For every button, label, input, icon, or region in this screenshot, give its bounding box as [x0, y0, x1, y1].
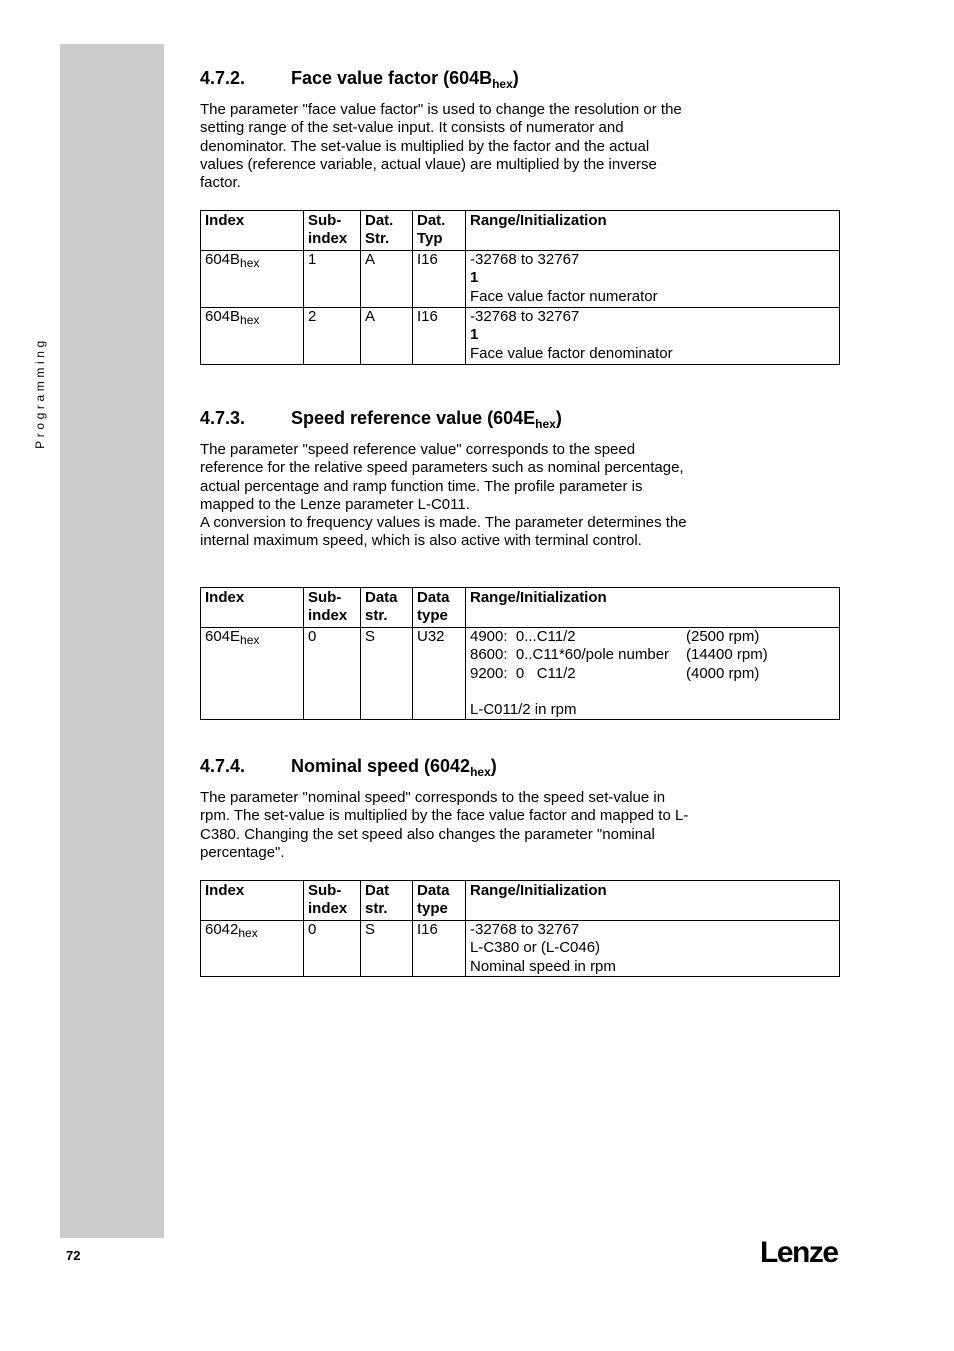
cell-structure: A: [361, 251, 413, 308]
margin-bar: [60, 44, 164, 1238]
header-data-structure: Dat. Str.: [361, 211, 413, 251]
section-heading-speed-reference-value: 4.7.3. Speed reference value $(604E_{hex})$: [200, 408, 562, 431]
section-heading-face-value-factor: 4.7.2. Face value factor $(604B_{hex})$: [200, 68, 519, 91]
header-subindex: Sub- index: [304, 881, 361, 921]
section-number: 4.7.4.: [200, 756, 246, 776]
header-range: Range/Initialization: [466, 588, 840, 628]
cell-range: -32768 to 32767 L-C380 or (L-C046) Nominal speed in rpm: [466, 921, 840, 977]
cell-range: 4900: 0...C11/2 (2500 rpm) 8600: 0..C11*60/pole number (14400 rpm) 9200: 0 C11/2 (4000 rpm) L-C011/2 in rpm: [466, 628, 840, 720]
cell-type: U32: [413, 628, 466, 720]
parameter-table-6042: [200, 880, 840, 977]
section-paragraph: The parameter "nominal speed" corresponds to the speed set-value in rpm. The set-value is multiplied by the face value factor and mapped to L-C380. Changing the set speed also changes the parameter "nominal percentage".: [200, 789, 689, 861]
header-data-type: Data type: [413, 881, 466, 921]
title-subscript: hex: [535, 417, 556, 431]
cell-index: $604E_{hex}$: [201, 628, 304, 720]
table-header-row: [201, 588, 840, 628]
cell-index: $604B_{hex}$: [201, 308, 304, 365]
header-data-type: Dat. Typ: [413, 211, 466, 251]
cell-range: -32768 to 32767 1 Face value factor numerator: [466, 251, 840, 308]
section-number: 4.7.3.: [200, 408, 246, 428]
header-index: Index: [201, 588, 304, 628]
section-title: Speed reference value (604E: [291, 408, 536, 428]
section-title: Nominal speed (6042: [291, 756, 471, 776]
header-subindex: Sub- index: [304, 588, 361, 628]
header-data-structure: Data str.: [361, 588, 413, 628]
chapter-side-label: Programming: [33, 337, 47, 449]
header-range: Range/Initialization: [466, 881, 840, 921]
section-title: Face value factor (604B: [291, 68, 493, 88]
cell-type: I16: [413, 251, 466, 308]
parameter-table-604B: [200, 210, 840, 365]
cell-range: -32768 to 32767 1 Face value factor denominator: [466, 308, 840, 365]
section-paragraph: The parameter "speed reference value" corresponds to the speed reference for the relative speed parameters such as nominal percentage, actual percentage and ramp function time. The profile parameter is mapped to the Lenze parameter L-C011. A conversion to frequency values is made. The parameter determines the internal maximum speed, which is also active with terminal control.: [200, 441, 687, 550]
cell-structure: S: [361, 628, 413, 720]
section-number: 4.7.2.: [200, 68, 246, 88]
table-header-row: [201, 211, 840, 251]
section-paragraph: The parameter "face value factor" is used to change the resolution or the setting range of the set-value input. It consists of numerator and denominator. The set-value is multiplied by the factor and the actual values (reference variable, actual vlaue) are multiplied by the inverse factor.: [200, 101, 682, 192]
lenze-logo: Lenze: [760, 1236, 838, 1269]
header-data-structure: Dat str.: [361, 881, 413, 921]
section-heading-nominal-speed: 4.7.4. Nominal speed $(6042_{hex})$: [200, 756, 497, 779]
header-index: Index: [201, 211, 304, 251]
cell-type: I16: [413, 308, 466, 365]
table-row: [201, 251, 840, 308]
cell-index: $604B_{hex}$: [201, 251, 304, 308]
cell-subindex: 2: [304, 308, 361, 365]
page-number: 72: [66, 1248, 81, 1263]
header-index: Index: [201, 881, 304, 921]
table-row: [201, 308, 840, 365]
header-subindex: Sub- index: [304, 211, 361, 251]
title-subscript: hex: [470, 765, 491, 779]
cell-index: $6042_{hex}$: [201, 921, 304, 977]
cell-structure: A: [361, 308, 413, 365]
cell-subindex: 1: [304, 251, 361, 308]
parameter-table-604E: [200, 587, 840, 720]
cell-structure: S: [361, 921, 413, 977]
title-subscript: hex: [492, 77, 513, 91]
cell-type: I16: [413, 921, 466, 977]
table-row: [201, 628, 840, 720]
header-range: Range/Initialization: [466, 211, 840, 251]
cell-subindex: 0: [304, 921, 361, 977]
cell-subindex: 0: [304, 628, 361, 720]
header-data-type: Data type: [413, 588, 466, 628]
table-header-row: [201, 881, 840, 921]
table-row: [201, 921, 840, 977]
